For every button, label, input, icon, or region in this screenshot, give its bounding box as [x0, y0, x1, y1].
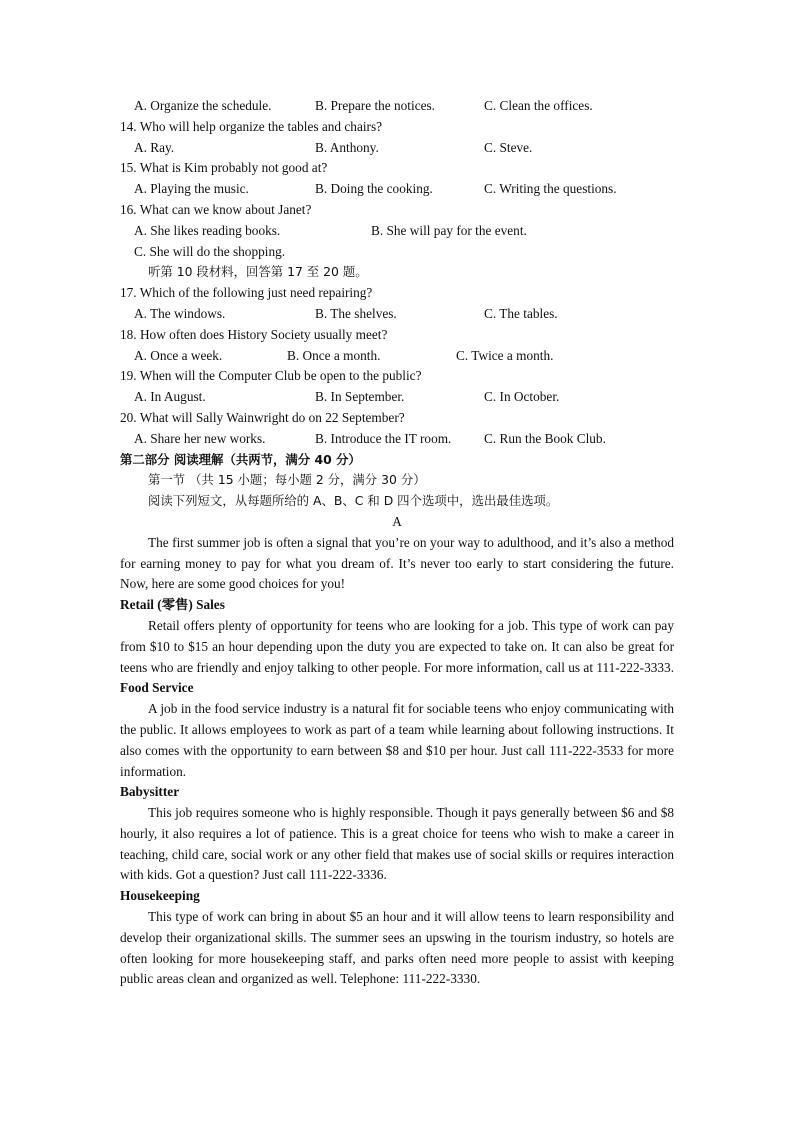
job-description: This type of work can bring in about $5 an hour and it will allow teens to learn responsibility and develop their organizational skills. The summer sees an upswing in the tourism industry, so hotels are often looking for more housekeeping staff, and parks often need more people to assist with keeping public areas clean and organized as well. Telephone: 111-222-3330.: [120, 909, 674, 987]
q16-options: [120, 221, 674, 242]
q14-options: [120, 138, 674, 159]
option-c: C. The tables.: [484, 305, 558, 321]
passage-intro: The first summer job is often a signal that you’re on your way to adulthood, and it’s also a method for earning money to pay for what you dream of. It’s never too early to start considering the future. Now, here are some good choices for you!: [120, 534, 674, 592]
job-title: Retail (零售) Sales: [120, 597, 225, 613]
option-b: B. In September.: [315, 389, 405, 405]
option-a: A. Organize the schedule.: [134, 98, 272, 113]
job-title: Babysitter: [120, 784, 180, 800]
job-title: Food Service: [120, 680, 194, 696]
q18-options: [120, 346, 674, 367]
option-a: A. Playing the music.: [134, 181, 249, 197]
option-b: B. Anthony.: [315, 139, 379, 155]
option-c: C. In October.: [484, 389, 560, 405]
option-b: B. Once a month.: [287, 347, 381, 363]
question-stem: 17. Which of the following just need repairing?: [120, 285, 373, 301]
q20-options: [120, 429, 674, 450]
reading-instruction: 阅读下列短文，从每题所给的 A、B、C 和 D 四个选项中，选出最佳选项。: [148, 493, 559, 509]
option-a: A. The windows.: [134, 305, 226, 321]
question-stem: 16. What can we know about Janet?: [120, 201, 312, 217]
option-c: C. Steve.: [484, 139, 533, 155]
q17-options: [120, 304, 674, 325]
option-c: C. Clean the offices.: [484, 98, 593, 113]
option-b: B. The shelves.: [315, 305, 397, 321]
option-a: A. In August.: [134, 389, 206, 405]
option-c: C. Twice a month.: [456, 347, 554, 363]
job-title: Housekeeping: [120, 888, 200, 904]
job-description: A job in the food service industry is a natural fit for sociable teens who enjoy communicating with the public. It allows employees to work as part of a team while learning about following instructions. It also comes with the opportunity to earn between $8 and $10 per hour. Just call 111-222-3533 for more information.: [120, 701, 674, 779]
option-c: C. Writing the questions.: [484, 181, 617, 197]
option-a: A. Once a week.: [134, 347, 223, 363]
option-b: B. Prepare the notices.: [315, 98, 436, 113]
q13-options: [120, 96, 674, 117]
part-title: 第二部分 阅读理解（共两节，满分 40 分）: [120, 451, 361, 467]
option-a: A. Share her new works.: [134, 430, 266, 446]
option-a: A. Ray.: [134, 139, 175, 155]
question-stem: 18. How often does History Society usually meet?: [120, 326, 388, 342]
option-a: A. She likes reading books.: [134, 222, 281, 238]
question-stem: 14. Who will help organize the tables and chairs?: [120, 118, 383, 134]
option-c: C. Run the Book Club.: [484, 430, 606, 446]
job-description: This job requires someone who is highly responsible. Though it pays generally between $6 and $8 hourly, it also requires a lot of patience. This is a great choice for teens who wish to make a career in teaching, child care, social work or any other field that makes use of social skills or requires interaction with kids. Got a question? Just call 111-222-3336.: [120, 805, 674, 883]
page-content: [120, 96, 674, 990]
question-stem: 15. What is Kim probably not good at?: [120, 160, 328, 176]
option-b: B. Introduce the IT room.: [315, 430, 452, 446]
question-stem: 19. When will the Computer Club be open to the public?: [120, 368, 422, 384]
option-b: B. She will pay for the event.: [371, 222, 527, 238]
option-b: B. Doing the cooking.: [315, 181, 433, 197]
passage-label: A: [392, 513, 402, 529]
question-stem: 20. What will Sally Wainwright do on 22 September?: [120, 409, 405, 425]
section-title: 第一节 （共 15 小题；每小题 2 分，满分 30 分）: [148, 472, 426, 488]
option-c: C. She will do the shopping.: [134, 243, 286, 259]
q19-options: [120, 387, 674, 408]
job-description: Retail offers plenty of opportunity for teens who are looking for a job. This type of work can pay from $10 to $15 an hour depending upon the duty you are expected to take on. It can also be great for teens who are friendly and enjoy talking to other people. For more information, call us at 111-222-3333.: [120, 617, 675, 675]
q16-options-row2: [120, 242, 674, 263]
q15-options: [120, 179, 674, 200]
material-instruction: 听第 10 段材料，回答第 17 至 20 题。: [148, 264, 368, 280]
